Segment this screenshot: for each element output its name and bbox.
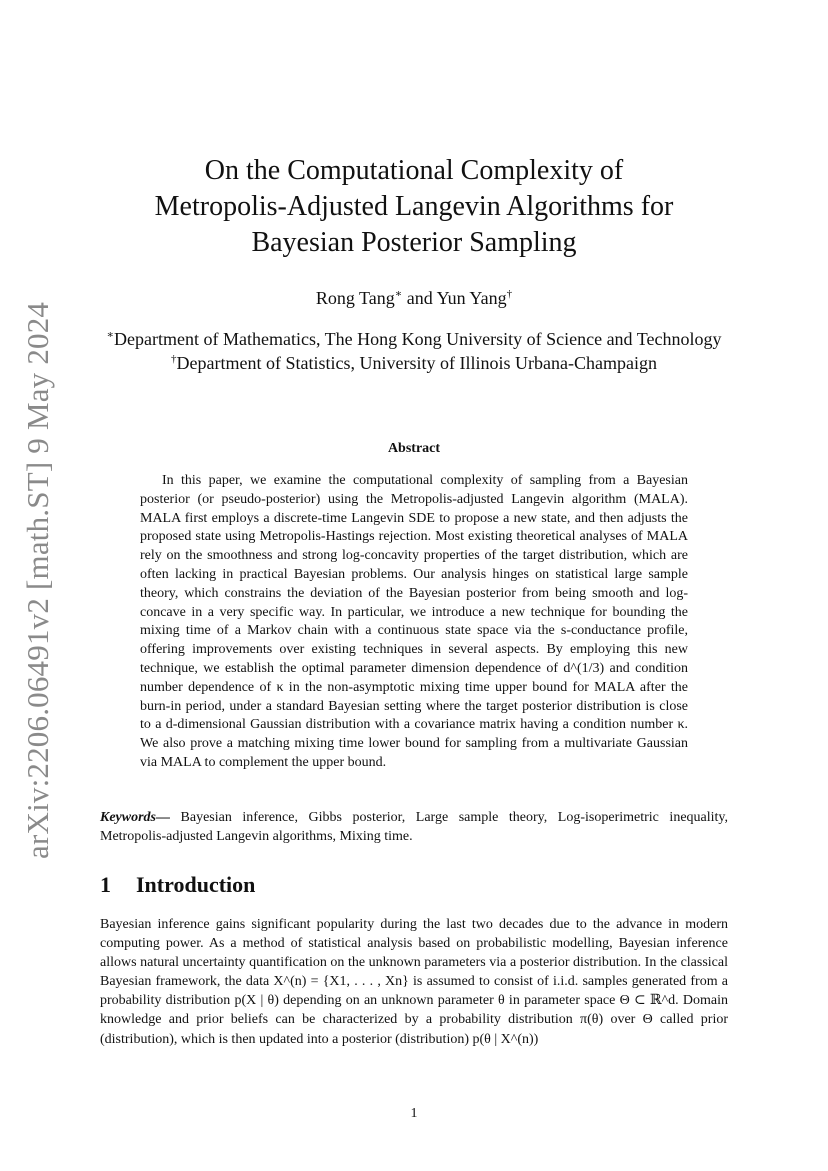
affiliation-mark: †	[506, 288, 513, 300]
abstract-heading: Abstract	[387, 441, 441, 456]
section-heading	[100, 872, 255, 898]
affiliation-mark: ∗	[394, 288, 403, 300]
section-title: Introduction	[136, 872, 256, 897]
paper-title	[0, 153, 828, 261]
title-line: Metropolis-Adjusted Langevin Algorithms for	[154, 191, 674, 222]
affiliation-mark: ∗	[106, 329, 115, 341]
title-line: On the Computational Complexity of	[204, 155, 624, 186]
keywords-list: Bayesian inference, Gibbs posterior, Large sample theory, Log-isoperimetric inequality, Metropolis-adjusted Langevin algorithms, Mixing time.	[100, 810, 728, 844]
abstract-text: In this paper, we examine the computational complexity of sampling from a Bayesian posterior (or pseudo-posterior) using the Metropolis-adjusted Langevin algorithm (MALA). MALA first employs a discrete-time Langevin SDE to propose a new state, and then adjusts the proposed state using Metropolis-Hastings rejection. Most existing theoretical analyses of MALA rely on the smoothness and strong log-concavity properties of the target distribution, which are often lacking in practical Bayesian problems. Our analysis hinges on statistical large sample theory, which constrains the deviation of the Bayesian posterior from being smooth and log-concave in a very specific way. In particular, we introduce a new technique for bounding the mixing time of a Markov chain with a continuous state space via the s-conductance profile, offering improvements over existing techniques in several aspects. By employing this new technique, we establish the optimal parameter dimension dependence of d^(1/3) and condition number dependence of κ in the non-asymptotic mixing time upper bound for MALA after the burn-in period, under a standard Bayesian setting where the target posterior distribution is close to a d-dimensional Gaussian distribution with a covariance matrix having a condition number κ. We also prove a matching mixing time lower bound for sampling from a multivariate Gaussian via MALA to complement the upper bound.	[140, 473, 688, 770]
title-line: Bayesian Posterior Sampling	[251, 227, 577, 258]
introduction-paragraph: Bayesian inference gains significant popularity during the last two decades due to the advance in modern computing power. As a method of statistical analysis based on probabilistic modelling, Bayesian inference allows natural uncertainty quantification on the unknown parameters via a posterior distribution. In the classical Bayesian framework, the data X^(n) = {X1, . . . , Xn} is assumed to consist of i.i.d. samples generated from a probability distribution p(X | θ) depending on an unknown parameter θ in parameter space Θ ⊂ ℝ^d. Domain knowledge and prior beliefs can be characterized by a probability distribution π(θ) over Θ called prior (distribution), which is then updated into a posterior (distribution) p(θ | X^(n))	[100, 917, 728, 1047]
affiliation-mark: †	[171, 353, 177, 365]
author-name: Yun Yang	[436, 288, 507, 308]
affiliation-text: Department of Mathematics, The Hong Kong University of Science and Technology	[114, 329, 722, 349]
author-conjunction: and	[402, 288, 437, 308]
page-number: 1	[410, 1106, 418, 1121]
keywords-label: Keywords—	[100, 810, 170, 825]
keywords	[100, 808, 728, 846]
affiliation	[100, 351, 728, 375]
section-number: 1	[100, 872, 111, 897]
affiliation-text: Department of Statistics, University of Illinois Urbana-Champaign	[176, 353, 657, 373]
author-name: Rong Tang	[315, 288, 395, 308]
affiliations	[100, 327, 728, 375]
author-list	[0, 287, 828, 309]
arxiv-identifier-stamp: arXiv:2206.06491v2 [math.ST] 9 May 2024	[20, 301, 55, 859]
affiliation	[100, 327, 728, 351]
